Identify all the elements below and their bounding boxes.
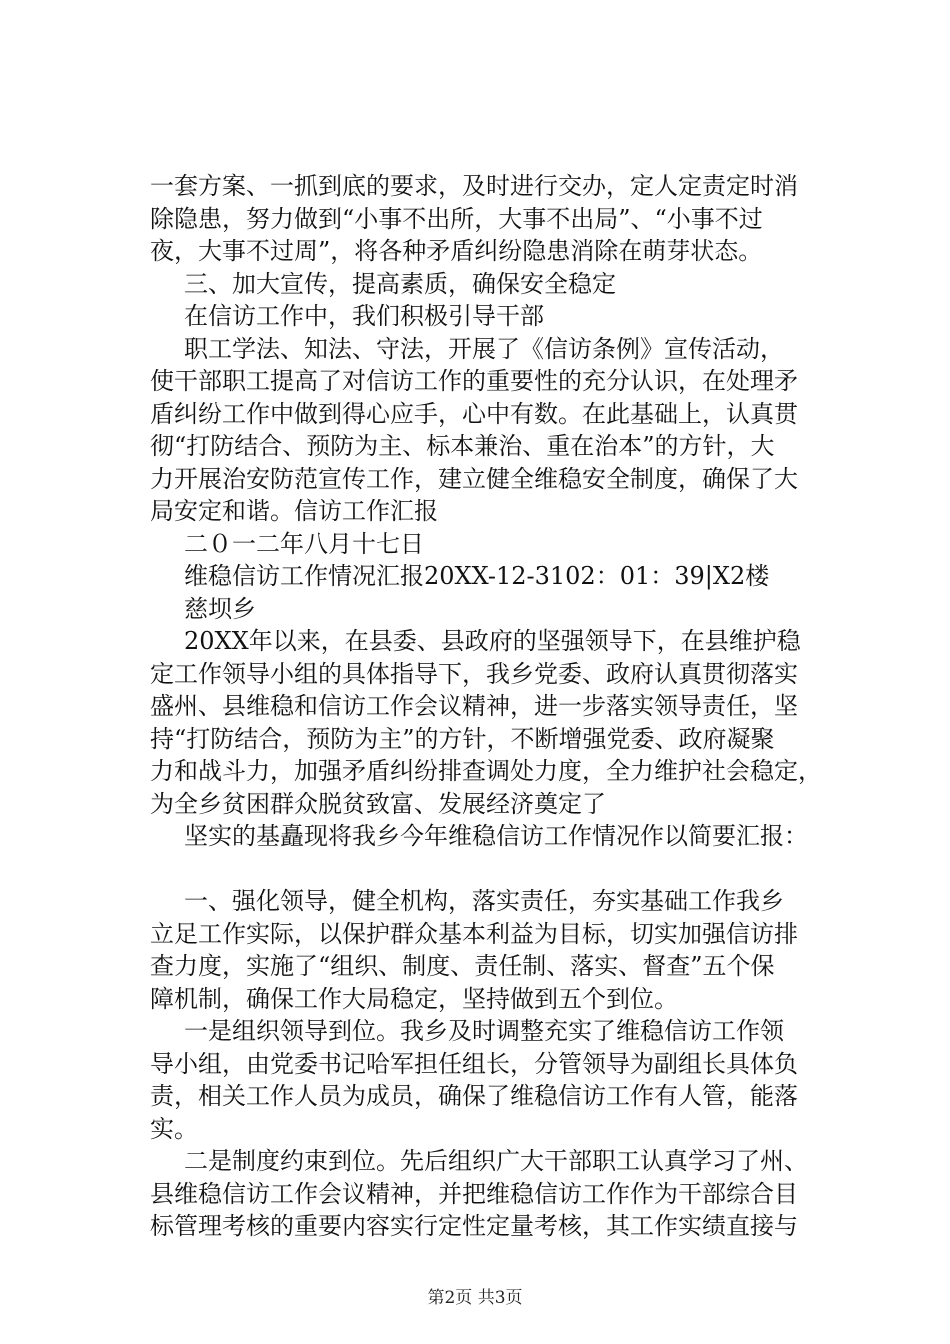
text-line: 夜，大事不过周”，将各种矛盾纠纷隐患消除在萌芽状态。: [150, 237, 763, 265]
text-line: 局安定和谐。信访工作汇报: [150, 497, 438, 525]
text-line: 实。: [150, 1114, 198, 1143]
text-line: 使干部职工提高了对信访工作的重要性的充分认识，在处理矛: [150, 367, 798, 395]
text-line: 坚实的基矗现将我乡今年维稳信访工作情况作以简要汇报：: [184, 822, 808, 850]
text-line: 二０一二年八月十七日: [184, 529, 424, 558]
text-line: 导小组，由党委书记哈军担任组长，分管领导为副组长具体负: [150, 1049, 798, 1078]
text-line: 责，相关工作人员为成员，确保了维稳信访工作有人管，能落: [150, 1082, 798, 1110]
text-line: 二是制度约束到位。先后组织广大干部职工认真学习了州、: [184, 1147, 808, 1175]
text-line: 在信访工作中，我们积极引导干部: [184, 302, 544, 330]
text-line: 标管理考核的重要内容实行定性定量考核，其工作实绩直接与: [150, 1212, 798, 1240]
text-line: 一是组织领导到位。我乡及时调整充实了维稳信访工作领: [184, 1017, 784, 1045]
page-number-label: 第2页 共3页: [427, 1288, 523, 1308]
blank-line: [150, 853, 830, 886]
text-line: 彻“打防结合、预防为主、标本兼治、重在治本”的方针，大: [150, 432, 775, 460]
text-line: 盾纠纷工作中做到得心应手，心中有数。在此基础上，认真贯: [150, 399, 798, 428]
text-line: 定工作领导小组的具体指导下，我乡党委、政府认真贯彻落实: [150, 659, 798, 688]
text-line: 查力度，实施了“组织、制度、责任制、落实、督查”五个保: [150, 952, 775, 980]
text-line: 障机制，确保工作大局稳定，坚持做到五个到位。: [150, 984, 678, 1013]
text-line: 一套方案、一抓到底的要求，及时进行交办，定人定责定时消: [150, 172, 798, 200]
text-line: 职工学法、知法、守法，开展了《信访条例》宣传活动，: [184, 334, 784, 363]
text-line: 力和战斗力，加强矛盾纠纷排查调处力度，全力维护社会稳定，: [150, 757, 822, 785]
text-line: 维稳信访工作情况汇报20XX-12-3102：01：39|X2楼: [184, 562, 770, 590]
text-line: 除隐患，努力做到“小事不出所，大事不出局”、“小事不过: [150, 204, 763, 233]
text-line: 盛州、县维稳和信访工作会议精神，进一步落实领导责任，坚: [150, 692, 798, 720]
page-footer: [0, 1287, 950, 1309]
text-line: 县维稳信访工作会议精神，并把维稳信访工作作为干部综合目: [150, 1179, 798, 1208]
text-line: 慈坝乡: [184, 594, 256, 623]
text-line: 20XX年以来，在县委、县政府的坚强领导下，在县维护稳: [184, 627, 801, 655]
document-body: [150, 170, 830, 1243]
text-line: 立足工作实际，以保护群众基本利益为目标，切实加强信访排: [150, 919, 798, 948]
text-line: 三、加大宣传，提高素质，确保安全稳定: [184, 269, 616, 298]
text-line: 持“打防结合，预防为主”的方针，不断增强党委、政府凝聚: [150, 724, 775, 753]
text-line: 为全乡贫困群众脱贫致富、发展经济奠定了: [150, 789, 606, 818]
text-line: 力开展治安防范宣传工作，建立健全维稳安全制度，确保了大: [150, 464, 798, 493]
text-line: 一、强化领导，健全机构，落实责任，夯实基础工作我乡: [184, 887, 784, 915]
